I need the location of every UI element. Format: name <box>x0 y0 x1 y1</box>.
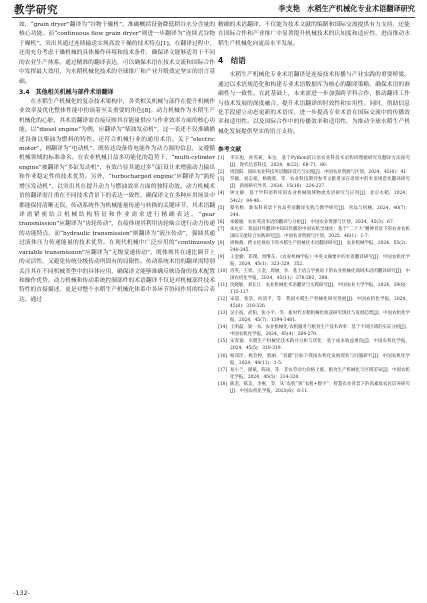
reference-number: [11] <box>218 283 228 289</box>
reference-list <box>218 155 410 395</box>
reference-item <box>218 254 410 268</box>
reference-number: [5] <box>218 205 225 211</box>
reference-item <box>218 169 410 176</box>
reference-item <box>218 268 410 282</box>
reference-text: 宋超，张浩，何清平，等．我国水稻生产机械化研究进展[J]．中国农机化学报，2024，45(8)：318-326. <box>230 297 410 310</box>
running-title: 李支艳 水稻生产机械化专业术语翻译研究 <box>278 4 415 13</box>
reference-number: [7] <box>218 226 225 232</box>
reference-number: [8] <box>218 240 225 246</box>
reference-number: [12] <box>218 297 228 303</box>
reference-item <box>218 155 410 169</box>
reference-number: [13] <box>218 311 228 317</box>
reference-text: 王明磊，梁一书．农业机械化·农机服务与粮食生产技术效率：基于不同区域的实证分析[J]．中国农机化学报，2024，45(4)：264-270. <box>230 325 410 338</box>
reference-text: 李东旭，孙雯莉，朱达．基于Python的日语农业科技术语构词理据研究及翻译方法探究[J]．现代信息科技，2024，8(22)：68-71，80. <box>230 156 410 169</box>
header-divider <box>12 17 415 18</box>
reference-number: [15] <box>218 339 228 345</box>
reference-number: [2] <box>218 170 225 176</box>
journal-section-title: 教学研究 <box>14 4 58 16</box>
reference-item <box>218 226 410 240</box>
reference-item <box>218 310 410 324</box>
reference-text: 肖英，王勇，王金，周丽，李．基于语言学视角下的农业机械化领域术语的翻译研究[J]．中国农机化学报，2024，45(11)：278-282，298. <box>230 268 410 282</box>
reference-item <box>218 282 410 296</box>
reference-text: 周润阳．国际农业科技英语翻译技巧与实践[J]．中国农业资源与区划，2024，45(6)：41. <box>230 170 408 176</box>
reference-item <box>218 190 410 204</box>
reference-number: [3] <box>218 177 225 183</box>
reference-number: [10] <box>218 268 228 274</box>
reference-number: [17] <box>218 367 228 373</box>
body-paragraph: 如，“grain dryer”翻译为“谷物干燥机”，准确概括设备降低稻谷水分含量的核心功能。而“continuous flow grain dryer”则进一步翻译为“连续式谷物干燥机”，突出其通过连续输送实现高效干燥的技术特点[1]。在翻译过程中，还需充分考虑干燥机械的具体操作环境和技术条件，确保译文能够适用于不同的农业生产体系。通过精准的翻译表达，可以确保术语在技术交流和国际合作中发挥最大效用，为水稻机械化技术的全球推广和产业升级奠定坚实的语言基础。 <box>19 22 215 85</box>
reference-number: [18] <box>218 381 228 387</box>
page-number: -132- <box>13 589 31 597</box>
reference-item <box>218 381 410 395</box>
reference-item <box>218 176 410 190</box>
reference-text: 吴小波，武柏，张小平，等．新时代水稻机械化收获研究现状与发展趋势[J]．中国农机化学报，2024，45(7)：1394-1401. <box>230 311 410 324</box>
reference-text: 杨印洋，杨会婷，郭丽．“双碳”目标下我国农机化发展现状与问题研究[J]．中国农机化学报，2024，44(11)：1-5. <box>230 353 410 366</box>
reference-text: 罗颖，刘志娟，杨晓蓉，等．农业科技期刊参考文献著录在语境中的术语规范化翻译研究[J]．新闻研究导刊，2024，15(16)：224-227. <box>230 177 410 190</box>
reference-item <box>218 324 410 338</box>
left-column <box>19 21 215 305</box>
references-heading: 参考文献 <box>218 147 242 154</box>
section-heading: 4 结语 <box>218 56 246 66</box>
subsection-heading: 3.4 其他相关机械与部件术语翻译 <box>19 88 114 96</box>
reference-item <box>218 353 410 367</box>
reference-number: [9] <box>218 254 225 260</box>
reference-item <box>218 367 410 381</box>
reference-text: 朱礼好．我国对外翻译中知识传播的中国农机全球化：基于“二十大”精神背景下的农业农机国际交流综合实践研究[J]．中国农业资源与区划，2025，46(1)：1-7. <box>230 226 410 239</box>
reference-text: 蔡名杨．新农科背景下食品英语翻译实践与教学研究[J]．食品与机械，2024，40(7)：244. <box>230 205 410 218</box>
reference-text: 王金勤，邓翔，周继东．《农业机械学报》中英文摘要中的术语翻译研究[J]．中国农机化学报，2024，45(1)：323-329，352. <box>230 254 410 267</box>
reference-item <box>218 219 410 226</box>
reference-text: 朱媛媛．农业英语术语的翻译与分析[J]．中国农业资源与区划，2024，45(3)：67. <box>230 219 395 225</box>
reference-text: 宋春迪．水稻生产机械化技术路径分析与优化：基于成本收益视角[J]．中国农机化学报，2024，45(5)：310-319. <box>230 339 410 352</box>
reference-number: [16] <box>218 353 228 359</box>
reference-item <box>218 296 410 310</box>
reference-number: [1] <box>218 156 225 162</box>
page-header <box>0 0 427 17</box>
reference-text: 陈金，陈美，李惠，等．从“农机”到“农机+数字”：智慧农业背景下的高素质农民培养研究[J]．中国农机化学报，2023(6)：6-11. <box>230 381 410 394</box>
reference-number: [4] <box>218 191 225 197</box>
reference-text: 易小兰，颜斌，陈雨，等．非农劳动力价格上涨、粮食生产机械化与区域差异[J]．中国农机化学报，2024，45(5)：314-320. <box>230 367 410 380</box>
body-paragraph: 在水稻生产机械化的复杂技术架构中，各类相关机械与部件在提升机械作业效率及优化整体性能中扮演着至关重要的角色[8]。动力机械作为水稻生产机械化的心脏，其术语翻译需直接反映其在能量供应与作业效率方面的核心功能。以“diesel engine”为例，应翻译为“柴油发动机”，这一表述不仅准确描述设备以柴油为燃料的特性，还符合机械行业的通用术语。关于“electric motor”，则翻译为“电动机”，既传达设备将电能作为动力源的信息，又遵循机械领域的标准命名。在农业机械日益多功能化的趋势下，“multi-cylinder engine”被翻译为“多缸发动机”，有效凸显其通过多气缸设计来增强动力输出和作业稳定性的技术优势。另外，“turbocharged engine”应翻译为“涡轮增压发动机”，以突出其在提升动力与燃油效率方面的独特功效。动力机械术语的翻译需注重在不同技术背景下的表达一致性，确保译文在多种应用场景中都能保持清晰无误。传动系统作为机械能量传递与转换的关键环节，其术语翻译需紧密结合机械结构特征和作业需求进行精确表达。“gear transmission”应翻译为“齿轮传动”，直接体现其利用齿轮啮合进行动力传递的功能特点。而“hydraulic transmission”则翻译为“液压传动”，强调其通过液体压力传递能量的技术优势。在现代机械中广泛应用的“continuously variable transmission”应翻译为“无级变速传动”，既体现其在速比调节上的灵活性，又避免传统分级传动所固有的局限性。传动系统术语的翻译需特别关注其在不同机械类型中的具体应用，确保译文能够准确反映设备的技术配置和操作优势。动力机械和传动系统控制部件的术语翻译不仅是对机械部件技术特性的直接描述，更是对整个水稻生产机械化体系中各环节协同作用的综合表达。通过 <box>19 98 215 303</box>
reference-number: [6] <box>218 219 225 225</box>
reference-text: 周梅燕．跨文化视角下的水稻生产机械化术语翻译研究[J]．农业机械学报，2024，55(2)：240-245. <box>230 240 410 253</box>
body-paragraph: 精确的术语翻译，不仅能为技术文献的编制和国际交流提供有力支持，还能在国际合作和产业推广中显著提升机械技术的认知度和适应性，进而推动水稻生产机械化向更高水平发展。 <box>218 22 410 47</box>
reference-number: [14] <box>218 325 228 331</box>
right-column <box>218 21 410 395</box>
reference-item <box>218 240 410 254</box>
reference-text: 沈晓敏，刘长江．农业机械化术语翻译与实践研究[J]．中国农业大学学报，2024，29(8)：115-117. <box>230 283 410 296</box>
reference-text: 钟文静．基于学科语料库的农业机械领域物流术语研究与应用[J]．北京水稻，2024，54(2)：84-96. <box>230 191 410 204</box>
body-paragraph: 水稻生产机械化专业术语翻译是连接技术传播与产业实践的重要桥梁。通过以术语规范化和构建专业术语数据库为核心的翻译策略，确保术语的准确性与一致性。在此基础上，未来需进一步加强跨学科合作，推动翻译工作与技术发展的深度融合，提升术语翻译的时效性和实用性。同时，借助信息化手段建立动态更新的术语库，进一步提高专业术语在国际交流中的传播效率和适用性。以及国际合作中的传播效率和适用性，为推动全球水稻生产机械化发展提供坚实的语言支持。 <box>218 72 410 135</box>
reference-item <box>218 338 410 352</box>
reference-item <box>218 205 410 219</box>
